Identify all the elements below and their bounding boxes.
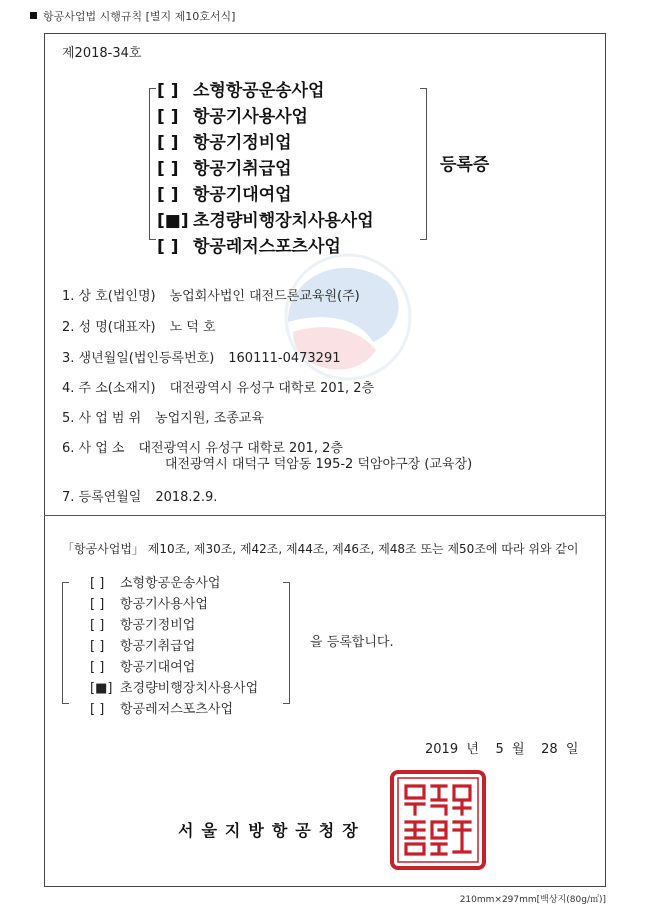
title-item bbox=[157, 180, 374, 206]
list-item-checked bbox=[90, 677, 258, 698]
info-address bbox=[62, 377, 374, 396]
day-unit: 일 bbox=[565, 742, 579, 757]
info-value: 대전광역시 유성구 대학로 201, 2층 bbox=[169, 381, 375, 396]
list-item-label: 항공기정비업 bbox=[120, 618, 196, 633]
info-reg-date bbox=[62, 486, 217, 505]
title-item-label: 항공레저스포츠사업 bbox=[193, 237, 341, 257]
info-trade-name bbox=[62, 285, 360, 304]
checkbox-mark: [ ] bbox=[157, 133, 179, 153]
title-item-label: 항공기대여업 bbox=[193, 185, 292, 205]
info-value: 농업지원, 조종교육 bbox=[155, 411, 264, 426]
list-item bbox=[90, 635, 258, 656]
info-value: 대전광역시 대덕구 덕암동 195-2 덕암야구장 (교육장) bbox=[165, 457, 473, 472]
checked-checkbox-mark: [■] bbox=[90, 681, 113, 696]
info-value: 2018.2.9. bbox=[155, 490, 218, 505]
list-item bbox=[90, 614, 258, 635]
checkbox-mark: [ ] bbox=[157, 107, 179, 127]
title-item-label: 초경량비행장치사용사업 bbox=[193, 211, 374, 231]
title-item bbox=[157, 76, 374, 102]
info-label: 4. 주 소(소재지) bbox=[62, 381, 156, 396]
title-item-label: 소형항공운송사업 bbox=[193, 81, 325, 101]
checked-checkbox-mark: [■] bbox=[157, 211, 189, 231]
checkbox-mark: [ ] bbox=[157, 237, 179, 257]
title-item bbox=[157, 102, 374, 128]
checkbox-mark: [ ] bbox=[157, 81, 179, 101]
form-caption-text: 항공사업법 시행규칙 [별지 제10호서식] bbox=[43, 10, 236, 23]
title-item-checked bbox=[157, 206, 374, 232]
checkbox-mark: [ ] bbox=[157, 185, 179, 205]
checkbox-mark: [ ] bbox=[90, 639, 105, 654]
paper-spec: 210mm×297mm[백상지(80g/㎡)] bbox=[459, 895, 606, 905]
info-birth-reg bbox=[62, 347, 340, 366]
checkbox-mark: [ ] bbox=[90, 597, 105, 612]
info-scope bbox=[62, 407, 264, 426]
official-seal-stamp bbox=[388, 768, 488, 872]
list-item-label: 항공레저스포츠사업 bbox=[120, 702, 234, 717]
issue-date bbox=[425, 738, 578, 757]
legal-basis-text: 「항공사업법」 제10조, 제30조, 제42조, 제44조, 제46조, 제48조 또는 제50조에 따라 위와 같이 bbox=[62, 542, 579, 556]
form-caption bbox=[30, 8, 235, 24]
info-label: 1. 상 호(법인명) bbox=[62, 289, 156, 304]
bullet-square-icon bbox=[30, 12, 37, 19]
month-unit: 월 bbox=[512, 742, 525, 757]
title-item bbox=[157, 232, 374, 258]
list-item-label: 항공기취급업 bbox=[120, 639, 196, 654]
checkbox-mark: [ ] bbox=[90, 660, 105, 675]
checkbox-mark: [ ] bbox=[90, 702, 105, 717]
issuing-authority: 서울지방항공청장 bbox=[178, 821, 366, 840]
issue-day: 28 bbox=[541, 742, 558, 757]
issue-month: 5 bbox=[495, 742, 504, 757]
title-item-label: 항공기취급업 bbox=[193, 159, 292, 179]
info-label: 6. 사 업 소 bbox=[62, 441, 125, 456]
list-item-label: 항공기사용사업 bbox=[120, 597, 208, 612]
list-item-label: 소형항공운송사업 bbox=[120, 576, 221, 591]
year-unit: 년 bbox=[466, 742, 479, 757]
list-bracket-left bbox=[62, 582, 69, 704]
checkbox-mark: [ ] bbox=[157, 159, 179, 179]
registration-type-list bbox=[90, 572, 258, 719]
list-item bbox=[90, 593, 258, 614]
info-label: 3. 생년월일(법인등록번호) bbox=[62, 351, 215, 366]
business-type-title-list bbox=[157, 76, 374, 258]
list-item-label: 항공기대여업 bbox=[120, 660, 196, 675]
info-label: 7. 등록연월일 bbox=[62, 490, 142, 505]
list-bracket-right bbox=[283, 582, 290, 704]
title-item bbox=[157, 128, 374, 154]
list-item bbox=[90, 698, 258, 719]
info-representative bbox=[62, 316, 216, 335]
document-title-suffix: 등록증 bbox=[440, 155, 490, 175]
title-bracket-right bbox=[420, 88, 427, 240]
checkbox-mark: [ ] bbox=[90, 576, 105, 591]
list-item bbox=[90, 572, 258, 593]
title-item-label: 항공기사용사업 bbox=[193, 107, 308, 127]
info-value: 대전광역시 유성구 대학로 201, 2층 bbox=[138, 441, 343, 456]
info-label: 5. 사 업 범 위 bbox=[62, 411, 142, 426]
title-item-label: 항공기정비업 bbox=[193, 133, 292, 153]
issue-year: 2019 bbox=[425, 742, 459, 757]
registration-statement: 을 등록합니다. bbox=[310, 635, 394, 650]
list-item bbox=[90, 656, 258, 677]
list-item-label: 초경량비행장치사용사업 bbox=[120, 681, 259, 696]
section-divider bbox=[44, 515, 606, 516]
title-bracket-left bbox=[149, 88, 156, 240]
info-office-line2 bbox=[165, 453, 472, 472]
title-item bbox=[157, 154, 374, 180]
checkbox-mark: [ ] bbox=[90, 618, 105, 633]
info-value: 농업회사법인 대전드론교육원(주) bbox=[169, 289, 360, 304]
info-value: 노 덕 호 bbox=[169, 320, 216, 335]
info-value: 160111-0473291 bbox=[228, 351, 341, 366]
certificate-number: 제2018-34호 bbox=[62, 46, 142, 61]
info-label: 2. 성 명(대표자) bbox=[62, 320, 156, 335]
